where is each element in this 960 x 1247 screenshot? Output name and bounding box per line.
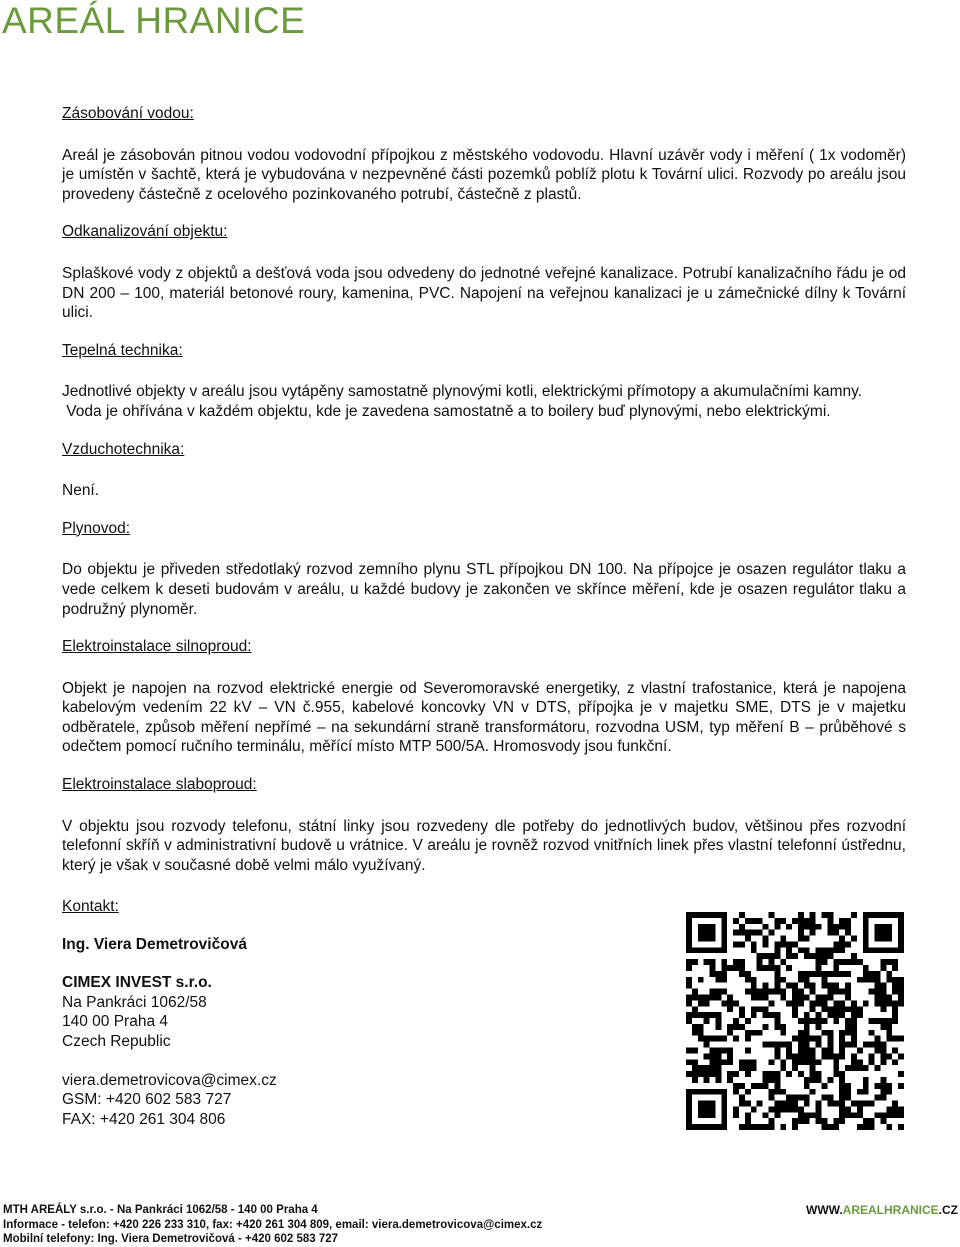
section-heating — [62, 341, 906, 422]
section-power — [62, 637, 906, 757]
section-water — [62, 104, 906, 204]
section-heading: Zásobování vodou: — [62, 105, 194, 122]
section-paragraph: Jednotlivé objekty v areálu jsou vytápěny samostatně plynovými kotli, elektrickými přímotopy a akumulačními kamny. — [62, 383, 863, 401]
contact-block — [62, 897, 462, 1129]
section-ventilation — [62, 440, 906, 501]
contact-email[interactable]: viera.demetrovicova@cimex.cz — [62, 1071, 277, 1089]
section-paragraph: Do objektu je přiveden středotlaký rozvod zemního plynu STL přípojkou DN 100. Na přípojce je osazen regulátor tlaku a vede celkem k deseti budovám v areálu, u každé budovy je zakončen ve skřínce měření, kde je osazen regulátor tlaku a podružný plynoměr. — [62, 561, 906, 618]
section-gas — [62, 519, 906, 619]
section-heading: Odkanalizování objektu: — [62, 223, 228, 241]
contact-person: Ing. Viera Demetrovičová — [62, 935, 247, 953]
footer-mobile-line: Mobilní telefony: Ing. Viera Demetrovičová - +420 602 583 727 — [3, 1233, 339, 1245]
qr-code — [686, 912, 904, 1130]
contact-heading: Kontakt: — [62, 898, 119, 915]
qr-modules — [686, 912, 904, 1130]
section-lowcurrent — [62, 775, 906, 875]
section-paragraph: Voda je ohřívána v každém objektu, kde je zavedena samostatně a to boilery buď plynovými, nebo elektrickými. — [62, 402, 831, 420]
section-heading: Elektroinstalace slaboproud: — [62, 776, 257, 794]
section-heading: Plynovod: — [62, 519, 131, 537]
section-heading: Vzduchotechnika: — [62, 440, 185, 458]
section-paragraph: V objektu jsou rozvody telefonu, státní linky jsou rozvedeny dle potřeby do jednotlivých budov, většinou přes rozvodní telefonní skříň v administrativní budově u vrátnice. V areálu je rovněž rozvod vnitřních linek přes vlastní telefonní ústřednu, který je však v současné době velmi málo využívaný. — [62, 817, 906, 874]
footer-url-suffix: .CZ — [938, 1203, 958, 1217]
contact-street: Na Pankráci 1062/58 — [62, 993, 207, 1011]
section-heading: Elektroinstalace silnoproud: — [62, 638, 252, 656]
document-body — [62, 104, 906, 891]
section-paragraph: Není. — [62, 482, 100, 500]
footer-info-line: Informace - telefon: +420 226 233 310, fax: +420 261 304 809, email: viera.demetrovicova@cimex.cz — [3, 1218, 543, 1231]
footer-company-line: MTH AREÁLY s.r.o. - Na Pankráci 1062/58 - 140 00 Praha 4 — [3, 1204, 318, 1216]
footer-url-brand: AREALHRANICE — [842, 1203, 939, 1217]
section-sewage — [62, 222, 906, 322]
footer-url-prefix: WWW. — [806, 1203, 843, 1217]
contact-city: 140 00 Praha 4 — [62, 1013, 169, 1031]
section-paragraph: Splaškové vody z objektů a dešťová voda jsou odvedeny do jednotné veřejné kanalizace. Potrubí kanalizačního řádu je od DN 200 – 100, materiál betonové roury, kamenina, PVC. Napojení na veřejnou kanalizaci je u zámečnické dílny k Tovární ulici. — [62, 264, 906, 322]
footer-website-link[interactable] — [806, 1203, 958, 1217]
contact-company: CIMEX INVEST s.r.o. — [62, 974, 212, 992]
section-heading: Tepelná technika: — [62, 341, 183, 359]
contact-gsm: GSM: +420 602 583 727 — [62, 1091, 232, 1109]
contact-fax: FAX: +420 261 304 806 — [62, 1110, 226, 1128]
section-paragraph: Areál je zásobován pitnou vodou vodovodní přípojkou z městského vodovodu. Hlavní uzávěr vody i měření ( 1x vodoměr) je umístěn v šachtě, která je vybudována v nezpevněné části pozemků poblíž plotu k Tovární ulici. Rozvody po areálu jsou provedeny částečně z ocelového pozinkovaného potrubí, částečně z plastů. — [62, 146, 906, 203]
contact-country: Czech Republic — [62, 1032, 171, 1050]
section-paragraph: Objekt je napojen na rozvod elektrické energie od Severomoravské energetiky, z vlastní trafostanice, která je napojena kabelovým vedením 22 kV – VN č.955, kabelové koncovky VN v DTS, přípojka je v majetku SME, DTS je v majetku odběratele, způsob měření nepřímé – na sekundární straně transformátoru, rozvodna USM, typ měření B – průběhové s odečtem pomocí ručního terminálu, měřící místo MTP 500/5A. Hromosvody jsou funkční. — [62, 679, 906, 756]
page-title: AREÁL HRANICE — [2, 0, 306, 41]
